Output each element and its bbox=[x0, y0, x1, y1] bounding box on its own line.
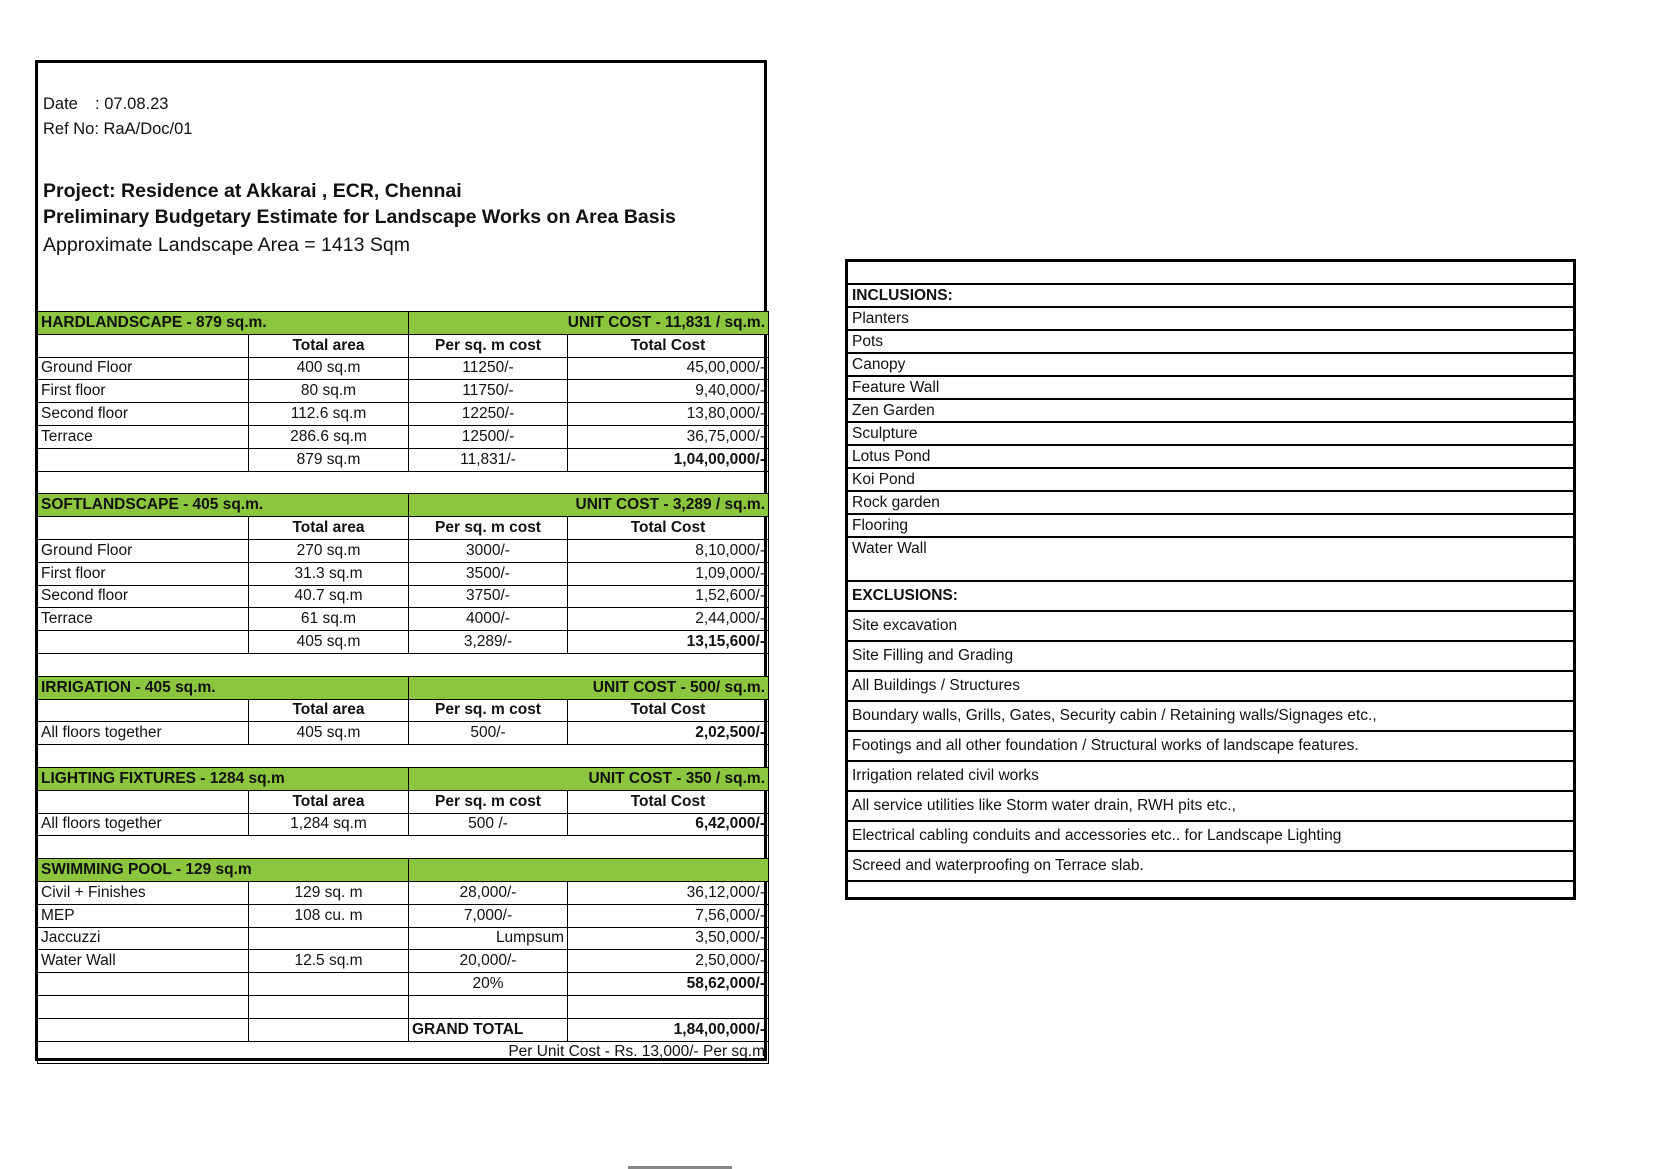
row-cost: 6,42,000/- bbox=[568, 813, 769, 836]
col-total-cost: Total Cost bbox=[568, 334, 769, 357]
list-item: Screed and waterproofing on Terrace slab. bbox=[848, 851, 1573, 881]
row-rate: 7,000/- bbox=[409, 904, 568, 927]
ref-number: Ref No: RaA/Doc/01 bbox=[43, 120, 193, 138]
subtotal-row bbox=[38, 973, 769, 996]
date-value: : 07.08.23 bbox=[95, 95, 169, 113]
spacer-row bbox=[848, 559, 1573, 581]
row-label: Terrace bbox=[38, 608, 249, 631]
row-label: Second floor bbox=[38, 403, 249, 426]
row-rate: 28,000/- bbox=[409, 881, 568, 904]
row-label: All floors together bbox=[38, 813, 249, 836]
per-unit-row bbox=[38, 1041, 769, 1064]
row-label: First floor bbox=[38, 380, 249, 403]
row-label: Jaccuzzi bbox=[38, 927, 249, 950]
section-title: SOFTLANDSCAPE - 405 sq.m. bbox=[38, 494, 409, 517]
row-area: 1,284 sq.m bbox=[249, 813, 409, 836]
row-rate: 20,000/- bbox=[409, 950, 568, 973]
row-area: 129 sq. m bbox=[249, 881, 409, 904]
row-label: Second floor bbox=[38, 585, 249, 608]
row-label: MEP bbox=[38, 904, 249, 927]
row-area: 112.6 sq.m bbox=[249, 403, 409, 426]
row-rate: 4000/- bbox=[409, 608, 568, 631]
row-rate: 11250/- bbox=[409, 357, 568, 380]
row-label: Civil + Finishes bbox=[38, 881, 249, 904]
col-rate: Per sq. m cost bbox=[409, 790, 568, 813]
section-unit-cost: UNIT COST - 11,831 / sq.m. bbox=[409, 312, 769, 335]
row-cost: 8,10,000/- bbox=[568, 539, 769, 562]
project-title: Project: Residence at Akkarai , ECR, Chennai bbox=[43, 180, 462, 202]
date-label: Date bbox=[43, 95, 78, 113]
table-row bbox=[38, 425, 769, 448]
row-area bbox=[249, 927, 409, 950]
subtotal-row bbox=[38, 631, 769, 654]
row-cost: 2,44,000/- bbox=[568, 608, 769, 631]
row-area: 405 sq.m bbox=[249, 722, 409, 745]
row-cost: 2,50,000/- bbox=[568, 950, 769, 973]
row-rate: 12500/- bbox=[409, 425, 568, 448]
grand-total-value: 1,84,00,000/- bbox=[568, 1018, 769, 1041]
table-row bbox=[38, 927, 769, 950]
list-item: Planters bbox=[848, 307, 1573, 330]
table-row bbox=[38, 813, 769, 836]
list-item: Water Wall bbox=[852, 540, 927, 557]
exclusions-heading-row bbox=[848, 581, 1573, 611]
estimate-table bbox=[37, 311, 769, 1064]
section-title: HARDLANDSCAPE - 879 sq.m. bbox=[38, 312, 409, 335]
section-header-irrigation bbox=[38, 676, 769, 699]
row-area: 270 sq.m bbox=[249, 539, 409, 562]
row-label: Ground Floor bbox=[38, 357, 249, 380]
row-area: 12.5 sq.m bbox=[249, 950, 409, 973]
row-rate: 11750/- bbox=[409, 380, 568, 403]
list-item: All service utilities like Storm water drain, RWH pits etc., bbox=[848, 791, 1573, 821]
inclusions-heading: INCLUSIONS: bbox=[848, 284, 1573, 307]
list-item: Boundary walls, Grills, Gates, Security cabin / Retaining walls/Signages etc., bbox=[848, 701, 1573, 731]
row-area: 40.7 sq.m bbox=[249, 585, 409, 608]
row-cost: 36,75,000/- bbox=[568, 425, 769, 448]
estimate-header bbox=[38, 63, 764, 313]
subtotal-cost: 58,62,000/- bbox=[568, 973, 769, 996]
row-label: All floors together bbox=[38, 722, 249, 745]
list-item: Sculpture bbox=[848, 422, 1573, 445]
estimate-title: Preliminary Budgetary Estimate for Landscape Works on Area Basis bbox=[43, 206, 676, 228]
row-rate: Lumpsum bbox=[409, 927, 568, 950]
spacer-row bbox=[38, 471, 769, 494]
list-item: Canopy bbox=[848, 353, 1573, 376]
column-header-row bbox=[38, 790, 769, 813]
subtotal-rate: 3,289/- bbox=[409, 631, 568, 654]
col-total-area: Total area bbox=[249, 334, 409, 357]
date-line bbox=[43, 95, 168, 114]
inclusions-exclusions-sheet bbox=[845, 259, 1576, 900]
col-total-area: Total area bbox=[249, 790, 409, 813]
list-item: Feature Wall bbox=[848, 376, 1573, 399]
row-area: 31.3 sq.m bbox=[249, 562, 409, 585]
subtotal-row bbox=[38, 448, 769, 471]
row-cost: 1,09,000/- bbox=[568, 562, 769, 585]
row-label: Ground Floor bbox=[38, 539, 249, 562]
subtotal-cost: 13,15,600/- bbox=[568, 631, 769, 654]
row-area: 61 sq.m bbox=[249, 608, 409, 631]
section-unit-cost: UNIT COST - 500/ sq.m. bbox=[409, 676, 769, 699]
row-cost: 36,12,000/- bbox=[568, 881, 769, 904]
row-rate: 3750/- bbox=[409, 585, 568, 608]
subtotal-rate: 20% bbox=[409, 973, 568, 996]
col-rate: Per sq. m cost bbox=[409, 334, 568, 357]
table-row bbox=[38, 608, 769, 631]
list-item: Electrical cabling conduits and accessories etc.. for Landscape Lighting bbox=[848, 821, 1573, 851]
subtotal-rate: 11,831/- bbox=[409, 448, 568, 471]
inclusions-heading-row bbox=[848, 284, 1573, 307]
column-header-row bbox=[38, 699, 769, 722]
list-item: Zen Garden bbox=[848, 399, 1573, 422]
row-cost: 1,52,600/- bbox=[568, 585, 769, 608]
row-rate: 500 /- bbox=[409, 813, 568, 836]
col-rate: Per sq. m cost bbox=[409, 517, 568, 540]
row-cost: 2,02,500/- bbox=[568, 722, 769, 745]
row-area: 108 cu. m bbox=[249, 904, 409, 927]
section-title: LIGHTING FIXTURES - 1284 sq.m bbox=[38, 767, 409, 790]
table-row bbox=[38, 357, 769, 380]
list-item: Footings and all other foundation / Structural works of landscape features. bbox=[848, 731, 1573, 761]
section-header-lighting bbox=[38, 767, 769, 790]
row-area: 400 sq.m bbox=[249, 357, 409, 380]
grand-total-label: GRAND TOTAL bbox=[409, 1018, 568, 1041]
row-rate: 12250/- bbox=[409, 403, 568, 426]
row-area: 80 sq.m bbox=[249, 380, 409, 403]
row-cost: 45,00,000/- bbox=[568, 357, 769, 380]
table-row bbox=[38, 722, 769, 745]
section-header-swimming-pool bbox=[38, 859, 769, 882]
list-item: Site Filling and Grading bbox=[848, 641, 1573, 671]
table-row bbox=[38, 950, 769, 973]
section-unit-cost: UNIT COST - 350 / sq.m. bbox=[409, 767, 769, 790]
subtotal-cost: 1,04,00,000/- bbox=[568, 448, 769, 471]
col-rate: Per sq. m cost bbox=[409, 699, 568, 722]
row-cost: 9,40,000/- bbox=[568, 380, 769, 403]
spacer-row bbox=[848, 262, 1573, 284]
list-item: Site excavation bbox=[848, 611, 1573, 641]
exclusions-heading: EXCLUSIONS: bbox=[848, 581, 1573, 611]
estimate-sheet bbox=[35, 60, 767, 1061]
row-label: Water Wall bbox=[38, 950, 249, 973]
col-total-cost: Total Cost bbox=[568, 790, 769, 813]
column-header-row bbox=[38, 334, 769, 357]
subtotal-area: 879 sq.m bbox=[249, 448, 409, 471]
section-title: IRRIGATION - 405 sq.m. bbox=[38, 676, 409, 699]
row-cost: 3,50,000/- bbox=[568, 927, 769, 950]
row-area: 286.6 sq.m bbox=[249, 425, 409, 448]
table-row bbox=[38, 380, 769, 403]
row-rate: 3000/- bbox=[409, 539, 568, 562]
table-row bbox=[38, 881, 769, 904]
table-row bbox=[38, 403, 769, 426]
col-total-area: Total area bbox=[249, 699, 409, 722]
col-total-area: Total area bbox=[249, 517, 409, 540]
table-row bbox=[38, 904, 769, 927]
row-cost: 13,80,000/- bbox=[568, 403, 769, 426]
list-item: Flooring bbox=[848, 514, 1573, 537]
table-row bbox=[38, 562, 769, 585]
section-header-softlandscape bbox=[38, 494, 769, 517]
subtotal-area: 405 sq.m bbox=[249, 631, 409, 654]
per-unit-cost: Per Unit Cost - Rs. 13,000/- Per sq.m bbox=[38, 1041, 769, 1064]
row-rate: 500/- bbox=[409, 722, 568, 745]
list-item: All Buildings / Structures bbox=[848, 671, 1573, 701]
col-total-cost: Total Cost bbox=[568, 699, 769, 722]
spacer-row bbox=[38, 836, 769, 859]
landscape-area: Approximate Landscape Area = 1413 Sqm bbox=[43, 234, 410, 256]
list-item: Lotus Pond bbox=[848, 445, 1573, 468]
grand-total-row bbox=[38, 1018, 769, 1041]
spacer-row bbox=[38, 653, 769, 676]
row-rate: 3500/- bbox=[409, 562, 568, 585]
row-cost: 7,56,000/- bbox=[568, 904, 769, 927]
list-item: Rock garden bbox=[848, 491, 1573, 514]
spacer-row bbox=[38, 745, 769, 768]
section-header-hardlandscape bbox=[38, 312, 769, 335]
list-item: Pots bbox=[848, 330, 1573, 353]
list-item: Irrigation related civil works bbox=[848, 761, 1573, 791]
row-label: Terrace bbox=[38, 425, 249, 448]
column-header-row bbox=[38, 517, 769, 540]
section-title: SWIMMING POOL - 129 sq.m bbox=[38, 859, 409, 882]
col-total-cost: Total Cost bbox=[568, 517, 769, 540]
inclusions-table bbox=[848, 262, 1573, 882]
table-row bbox=[38, 539, 769, 562]
spacer-row bbox=[38, 995, 769, 1018]
section-unit-cost: UNIT COST - 3,289 / sq.m. bbox=[409, 494, 769, 517]
list-item: Koi Pond bbox=[848, 468, 1573, 491]
table-row bbox=[38, 585, 769, 608]
row-label: First floor bbox=[38, 562, 249, 585]
